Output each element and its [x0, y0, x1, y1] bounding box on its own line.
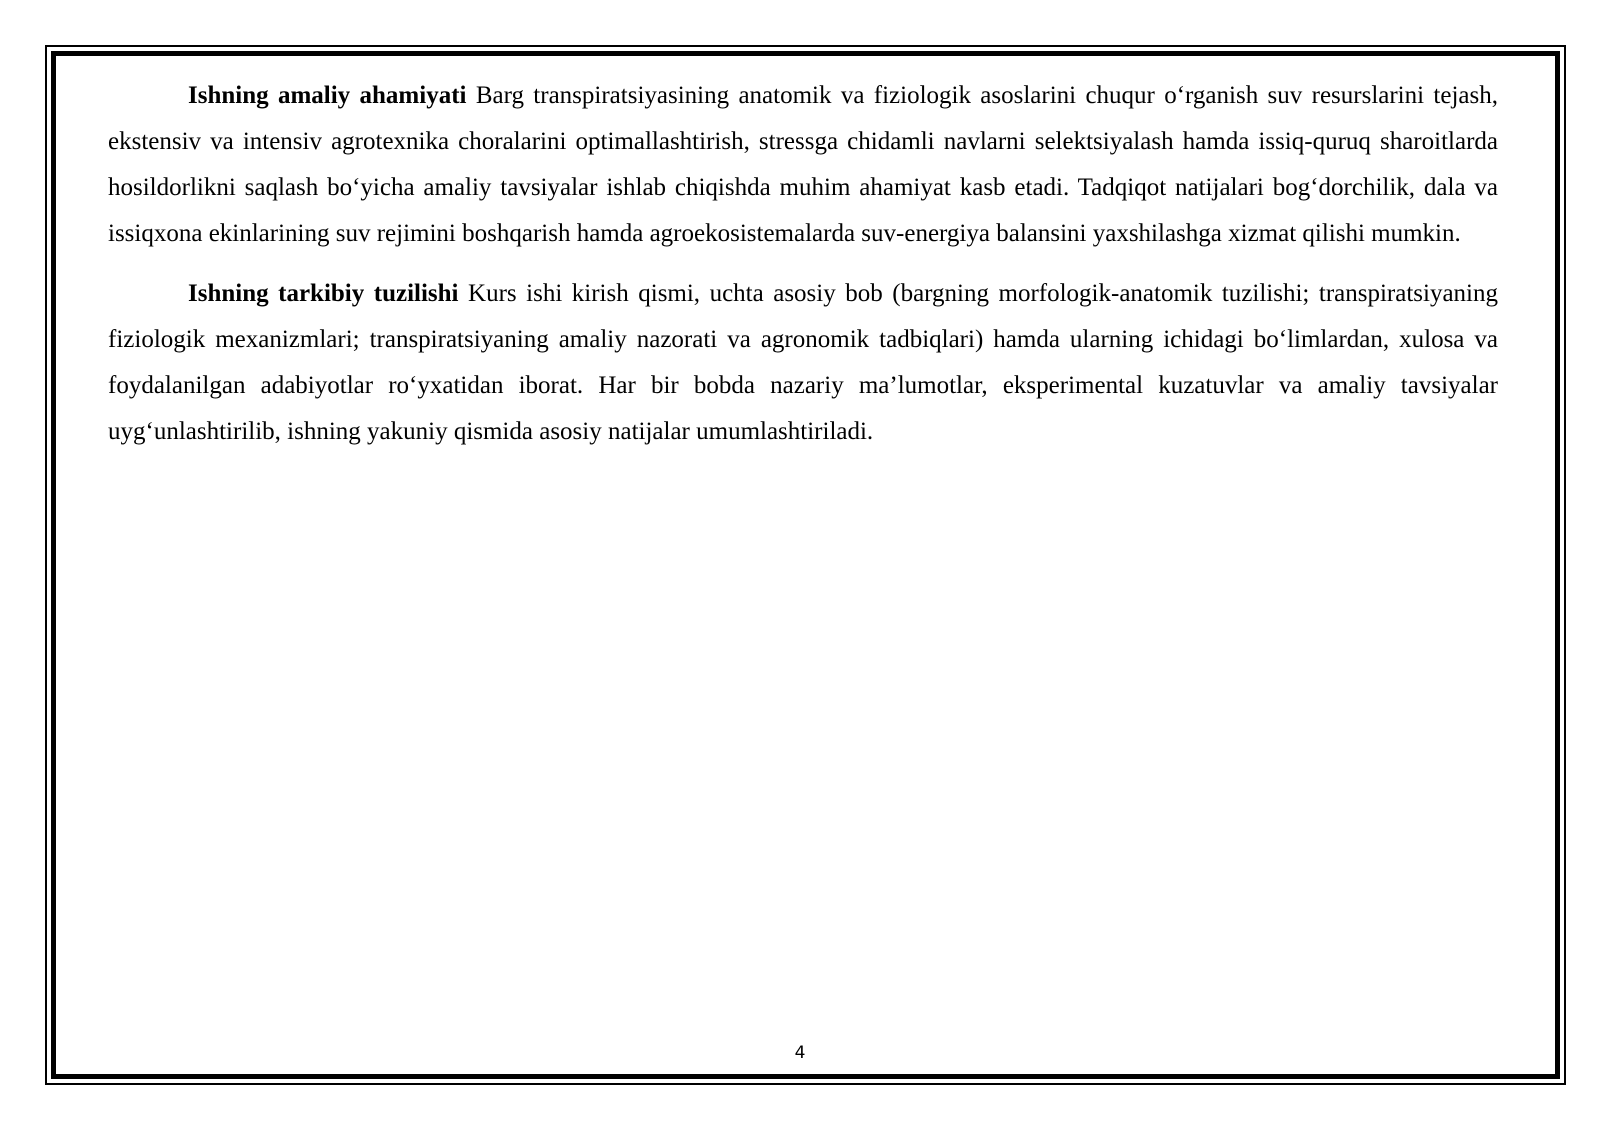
- paragraph-heading: Ishning amaliy ahamiyati: [188, 82, 467, 109]
- paragraph-practical-significance: [108, 73, 1498, 257]
- page-number: 4: [794, 1043, 806, 1063]
- paragraph-structure: [108, 271, 1498, 455]
- paragraph-text: Kurs ishi kirish qismi, uchta asosiy bob (bargning morfologik-anatomik tuzilishi; transpiratsiyaning fiziologik mexanizmlari; transpiratsiyaning amaliy nazorati va agronomik tadbiqlari) hamda ularning ichidagi bo‘limlardan, xulosa va foydalanilgan adabiyotlar ro‘yxatidan iborat. Har bir bobda nazariy ma’lumotlar, eksperimental kuzatuvlar va amaliy tavsiyalar uyg‘unlashtirilib, ishning yakuniy qismida asosiy natijalar umumlashtiriladi.: [108, 280, 1499, 445]
- document-body: [108, 73, 1498, 455]
- paragraph-text: Barg transpiratsiyasining anatomik va fiziologik asoslarini chuqur o‘rganish suv resurslarini tejash, ekstensiv va intensiv agrotexnika choralarini optimallashtirish, stressga chidamli navlarni selektsiyalash hamda issiq-quruq sharoitlarda hosildorlikni saqlash bo‘yicha amaliy tavsiyalar ishlab chiqishda muhim ahamiyat kasb etadi. Tadqiqot natijalari bog‘dorchilik, dala va issiqxona ekinlarining suv rejimini boshqarish hamda agroekosistemalarda suv-energiya balansini yaxshilashga xizmat qilishi mumkin.: [108, 82, 1498, 247]
- paragraph-heading: Ishning tarkibiy tuzilishi: [188, 280, 459, 307]
